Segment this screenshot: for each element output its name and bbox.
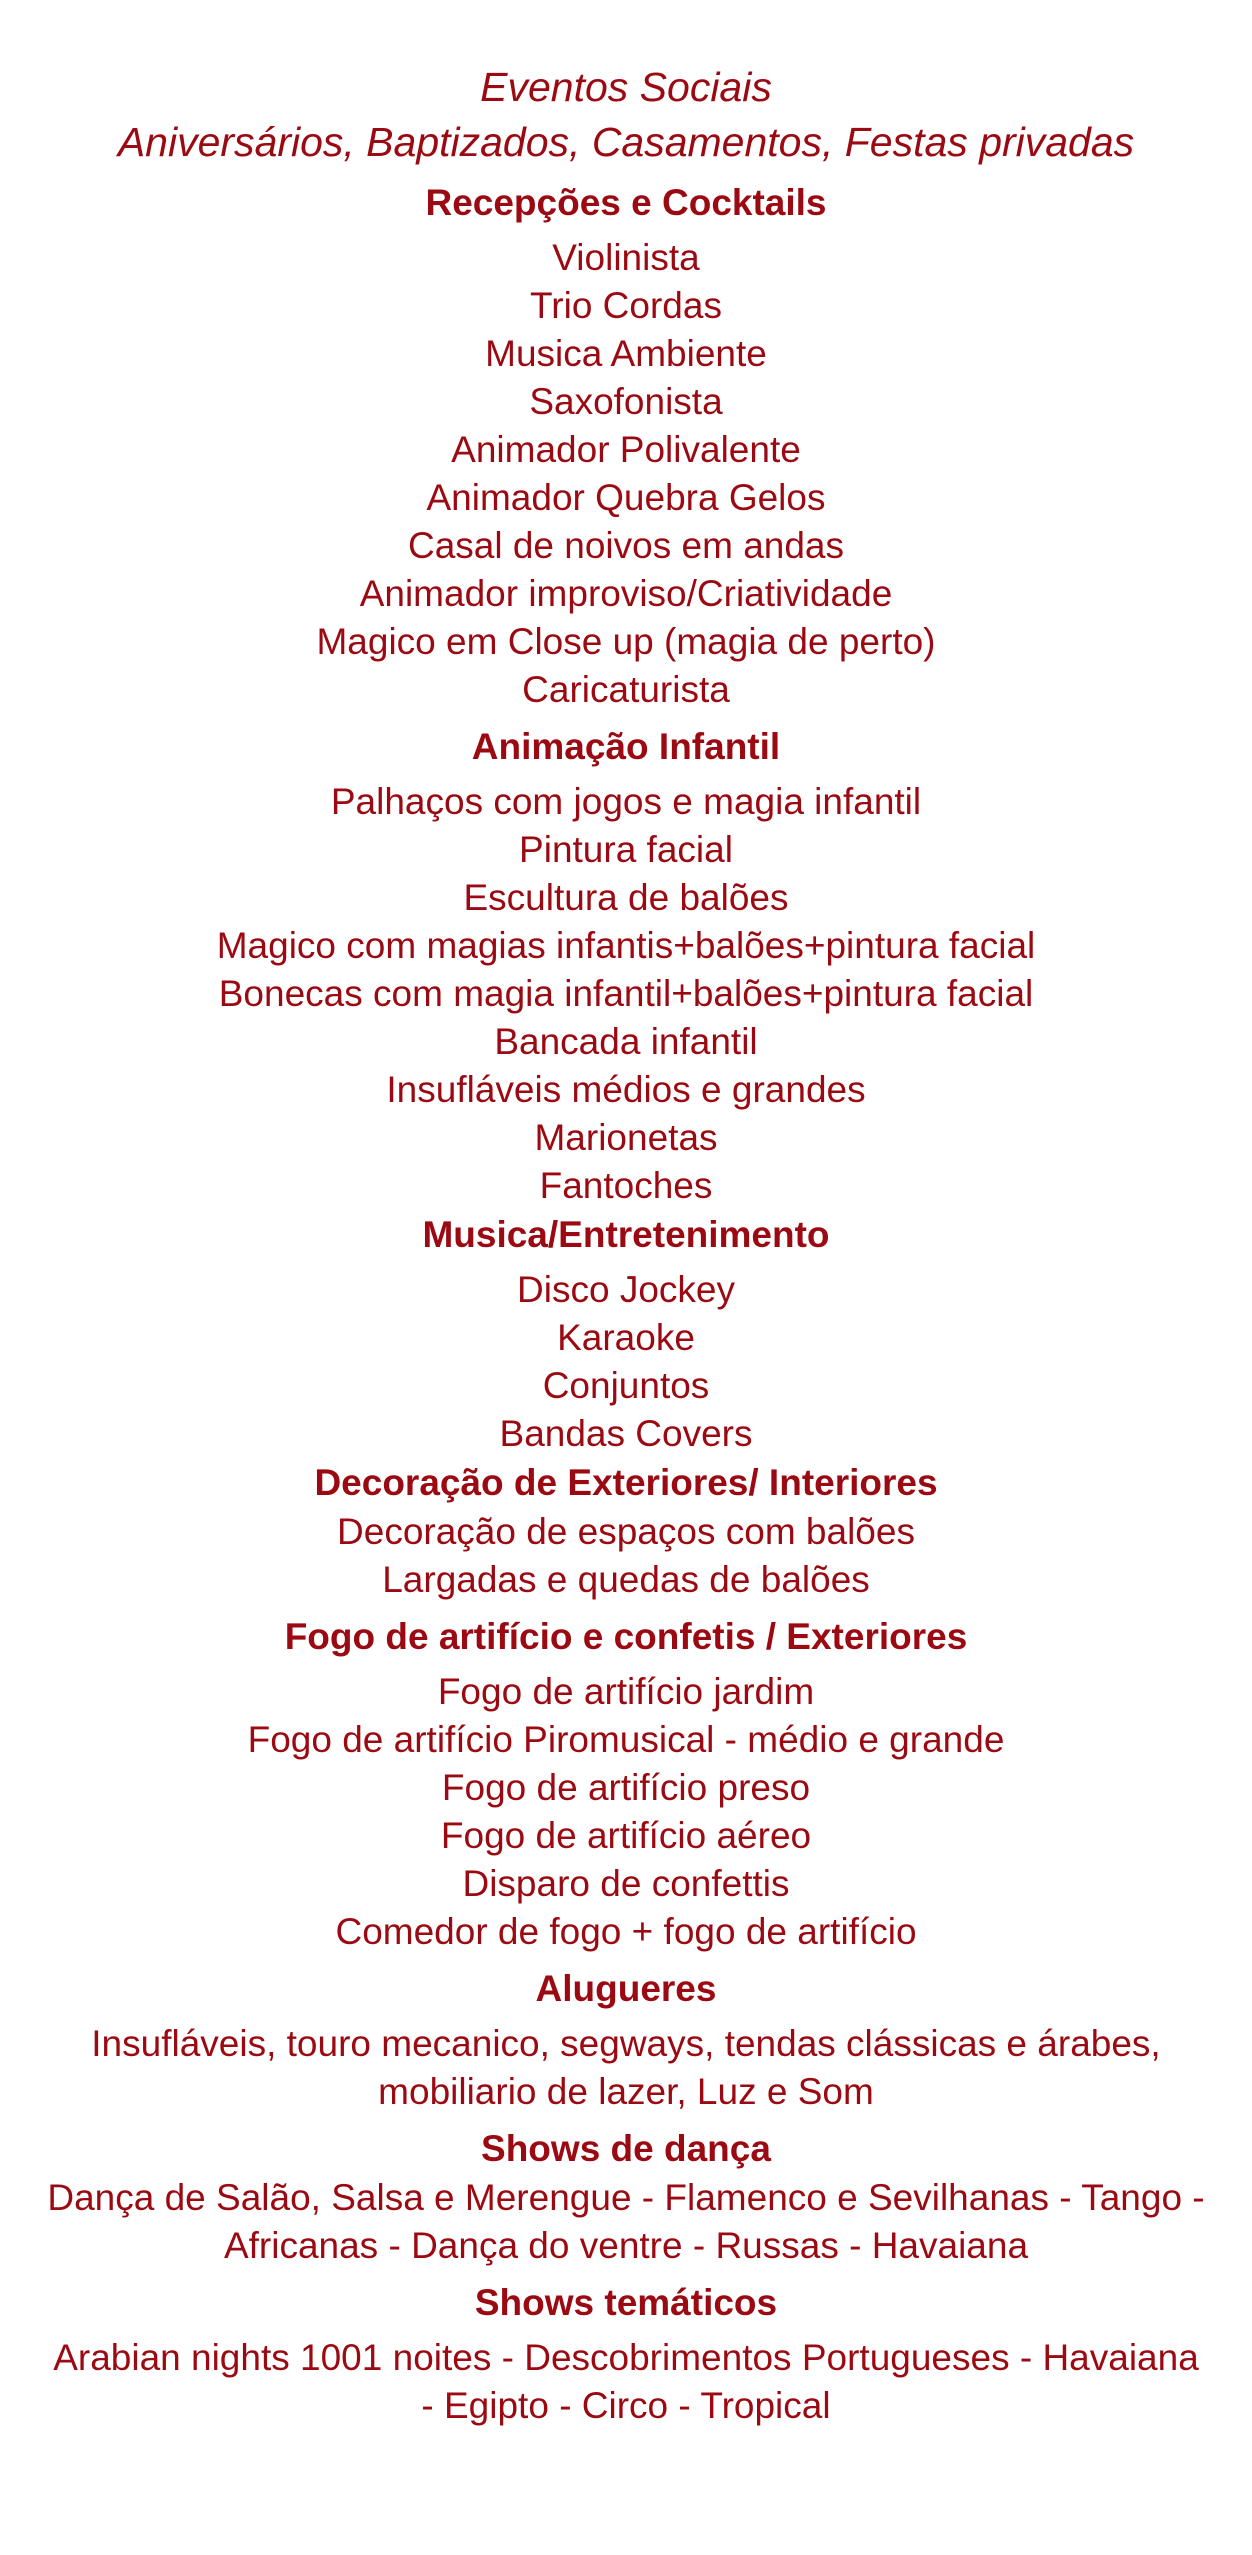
list-item: Magico em Close up (magia de perto) — [316, 621, 936, 662]
list-item: Fogo de artifício aéreo — [440, 1815, 812, 1856]
section-animacao-infantil — [0, 722, 1252, 1210]
section-shows-danca — [0, 2124, 1252, 2270]
list-item: Karaoke — [557, 1317, 695, 1358]
list-item: Fogo de artifício Piromusical - médio e grande — [247, 1719, 1005, 1760]
list-item: Marionetas — [534, 1117, 718, 1158]
list-item: Escultura de balões — [463, 877, 789, 918]
section-paragraph: Insufláveis, touro mecanico, segways, tendas clássicas e árabes, mobiliario de lazer, Luz e Som — [91, 2023, 1161, 2112]
section-alugueres — [0, 1964, 1252, 2116]
section-heading: Shows temáticos — [474, 2282, 778, 2323]
list-item: Magico com magias infantis+balões+pintura facial — [216, 925, 1036, 966]
list-item: Fantoches — [539, 1165, 713, 1206]
list-item: Trio Cordas — [530, 285, 722, 326]
section-heading: Fogo de artifício e confetis / Exteriores — [284, 1616, 968, 1657]
section-heading: Alugueres — [535, 1968, 717, 2009]
list-item: Saxofonista — [529, 381, 723, 422]
section-paragraph: Arabian nights 1001 noites - Descobrimentos Portugueses - Havaiana - Egipto - Circo - Tropical — [53, 2337, 1199, 2426]
list-item: Casal de noivos em andas — [407, 525, 845, 566]
list-item: Fogo de artifício preso — [441, 1767, 811, 1808]
section-musica — [0, 1210, 1252, 1458]
section-fogo-artificio — [0, 1612, 1252, 1956]
section-heading: Animação Infantil — [471, 726, 781, 767]
list-item: Decoração de espaços com balões — [337, 1511, 915, 1552]
section-heading: Shows de dança — [481, 2128, 771, 2169]
list-item: Insufláveis médios e grandes — [386, 1069, 866, 1110]
list-item: Bonecas com magia infantil+balões+pintura facial — [218, 973, 1034, 1014]
list-item: Disco Jockey — [517, 1269, 735, 1310]
list-item: Largadas e quedas de balões — [382, 1559, 870, 1600]
page-title: Eventos Sociais — [480, 64, 772, 110]
list-item: Bancada infantil — [494, 1021, 758, 1062]
list-item: Animador Polivalente — [451, 429, 801, 470]
section-heading: Musica/Entretenimento — [422, 1214, 830, 1255]
list-item: Comedor de fogo + fogo de artifício — [335, 1911, 917, 1952]
section-heading: Decoração de Exteriores/ Interiores — [314, 1462, 938, 1503]
section-heading: Recepções e Cocktails — [425, 182, 827, 223]
list-item: Violinista — [552, 237, 700, 278]
section-decoracao — [0, 1458, 1252, 1604]
section-paragraph: Dança de Salão, Salsa e Merengue - Flamenco e Sevilhanas - Tango - Africanas - Dança do ventre - Russas - Havaiana — [47, 2177, 1205, 2266]
list-item: Pintura facial — [519, 829, 733, 870]
list-item: Fogo de artifício jardim — [437, 1671, 815, 1712]
list-item: Animador improviso/Criatividade — [359, 573, 893, 614]
list-item: Palhaços com jogos e magia infantil — [330, 781, 922, 822]
list-item: Animador Quebra Gelos — [426, 477, 826, 518]
list-item: Bandas Covers — [499, 1413, 753, 1454]
page-subtitle: Aniversários, Baptizados, Casamentos, Festas privadas — [117, 119, 1135, 165]
section-recepcoes — [0, 178, 1252, 714]
list-item: Disparo de confettis — [462, 1863, 790, 1904]
section-shows-tematicos — [0, 2278, 1252, 2430]
list-item: Conjuntos — [542, 1365, 710, 1406]
list-item: Musica Ambiente — [485, 333, 767, 374]
list-item: Caricaturista — [522, 669, 730, 710]
